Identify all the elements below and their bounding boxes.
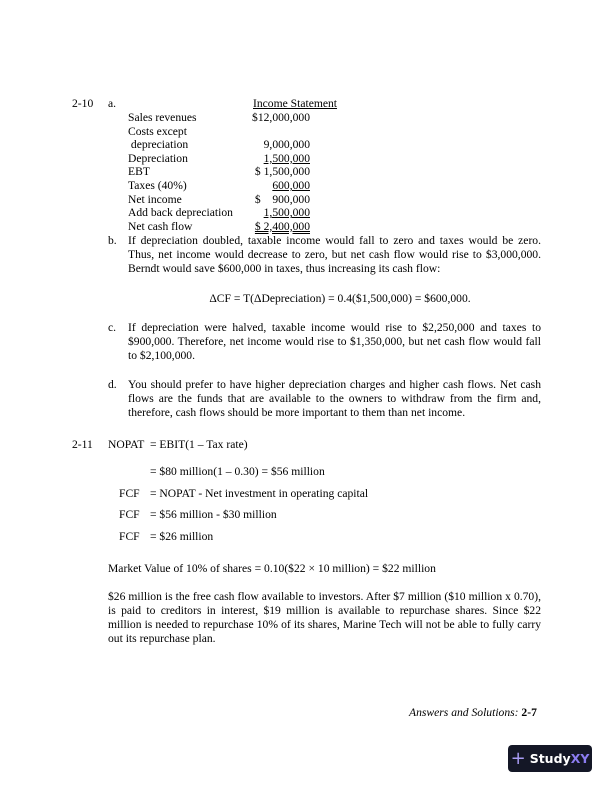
fcf-equation: = $56 million - $30 million [150,508,277,521]
row-value-text: 1,500,000 [263,151,310,165]
row-value [220,179,310,193]
logo-study: Study [529,751,571,766]
row-label: Taxes (40%) [128,179,187,192]
logo-xy: XY [570,751,590,766]
row-value: $ 900,000 [254,192,310,206]
nopat-label: NOPAT [108,438,145,451]
footer-text [409,706,537,720]
row-value [220,152,310,166]
part-d-text: You should prefer to have higher depreciation charges and higher cash flows. Net cash flows are the funds that are available to the owners to withdraw from the firm and, therefore, cash flows should be more important to them than net income. [128,378,541,419]
footer-label: Answers and Solutions: [409,706,522,719]
row-label: Depreciation [128,151,188,165]
market-value-line: Market Value of 10% of shares = 0.10($22 × 10 million) = $22 million [108,562,436,575]
part-d-label: d. [108,378,117,391]
problem-number-2-11: 2-11 [72,438,93,451]
row-value: $12,000,000 [252,111,310,124]
row-label: Sales revenues [128,111,197,124]
fcf-equation: = NOPAT - Net investment in operating capital [150,487,369,500]
row-value [220,220,310,234]
part-b-equation: ΔCF = T(ΔDepreciation) = 0.4($1,500,000) = $600,000. [209,292,471,305]
fcf-label: FCF [119,530,140,543]
row-value [220,206,310,220]
page-number: 2-7 [521,706,537,719]
fcf-label: FCF [119,508,140,521]
conclusion-paragraph: $26 million is the free cash flow available to investors. After $7 million ($10 million x 0.70), is paid to creditors in interest, $19 million is available to repurchase shares. Since $22 million is needed to repurchase 10% of its shares, Marine Tech will not be able to fully carry out its repurchase plan. [108,590,541,645]
row-label: Costs except [128,124,187,138]
plus-icon: + [510,747,526,769]
row-value: 9,000,000 [263,138,310,152]
studyxy-logo [508,745,592,772]
fcf-equation: = $26 million [150,530,214,543]
row-label: Net cash flow [128,219,193,233]
nopat-equation: = EBIT(1 – Tax rate) [150,438,248,451]
row-label: Net income [128,192,182,206]
row-value-text: 600,000 [272,179,310,192]
row-value-text: 1,500,000 [263,206,310,220]
row-value-text: $ 2,400,000 [254,219,310,233]
row-value: $ 1,500,000 [254,165,310,179]
row-label: EBT [128,165,150,179]
nopat-calculation: = $80 million(1 – 0.30) = $56 million [150,465,325,478]
fcf-label: FCF [119,487,140,500]
income-statement-title: Income Statement [253,97,338,110]
problem-number-2-10: 2-10 [72,97,94,110]
part-b-label: b. [108,234,117,247]
row-label: Add back depreciation [128,206,233,220]
part-c-label: c. [108,321,117,334]
part-c-text: If depreciation were halved, taxable income would rise to $2,250,000 and taxes to $900,000. Therefore, net income would rise to $1,350,000, but net cash flow would fall to $2,100,000. [128,321,541,362]
row-label: depreciation [128,138,189,152]
part-a-label: a. [108,97,117,110]
part-b-text: If depreciation doubled, taxable income would fall to zero and taxes would be zero. Thus, net income would decrease to zero, but net cash flow would rise to $3,000,000. Berndt would save $600,000 in taxes, thus increasing its cash flow: [128,234,541,275]
